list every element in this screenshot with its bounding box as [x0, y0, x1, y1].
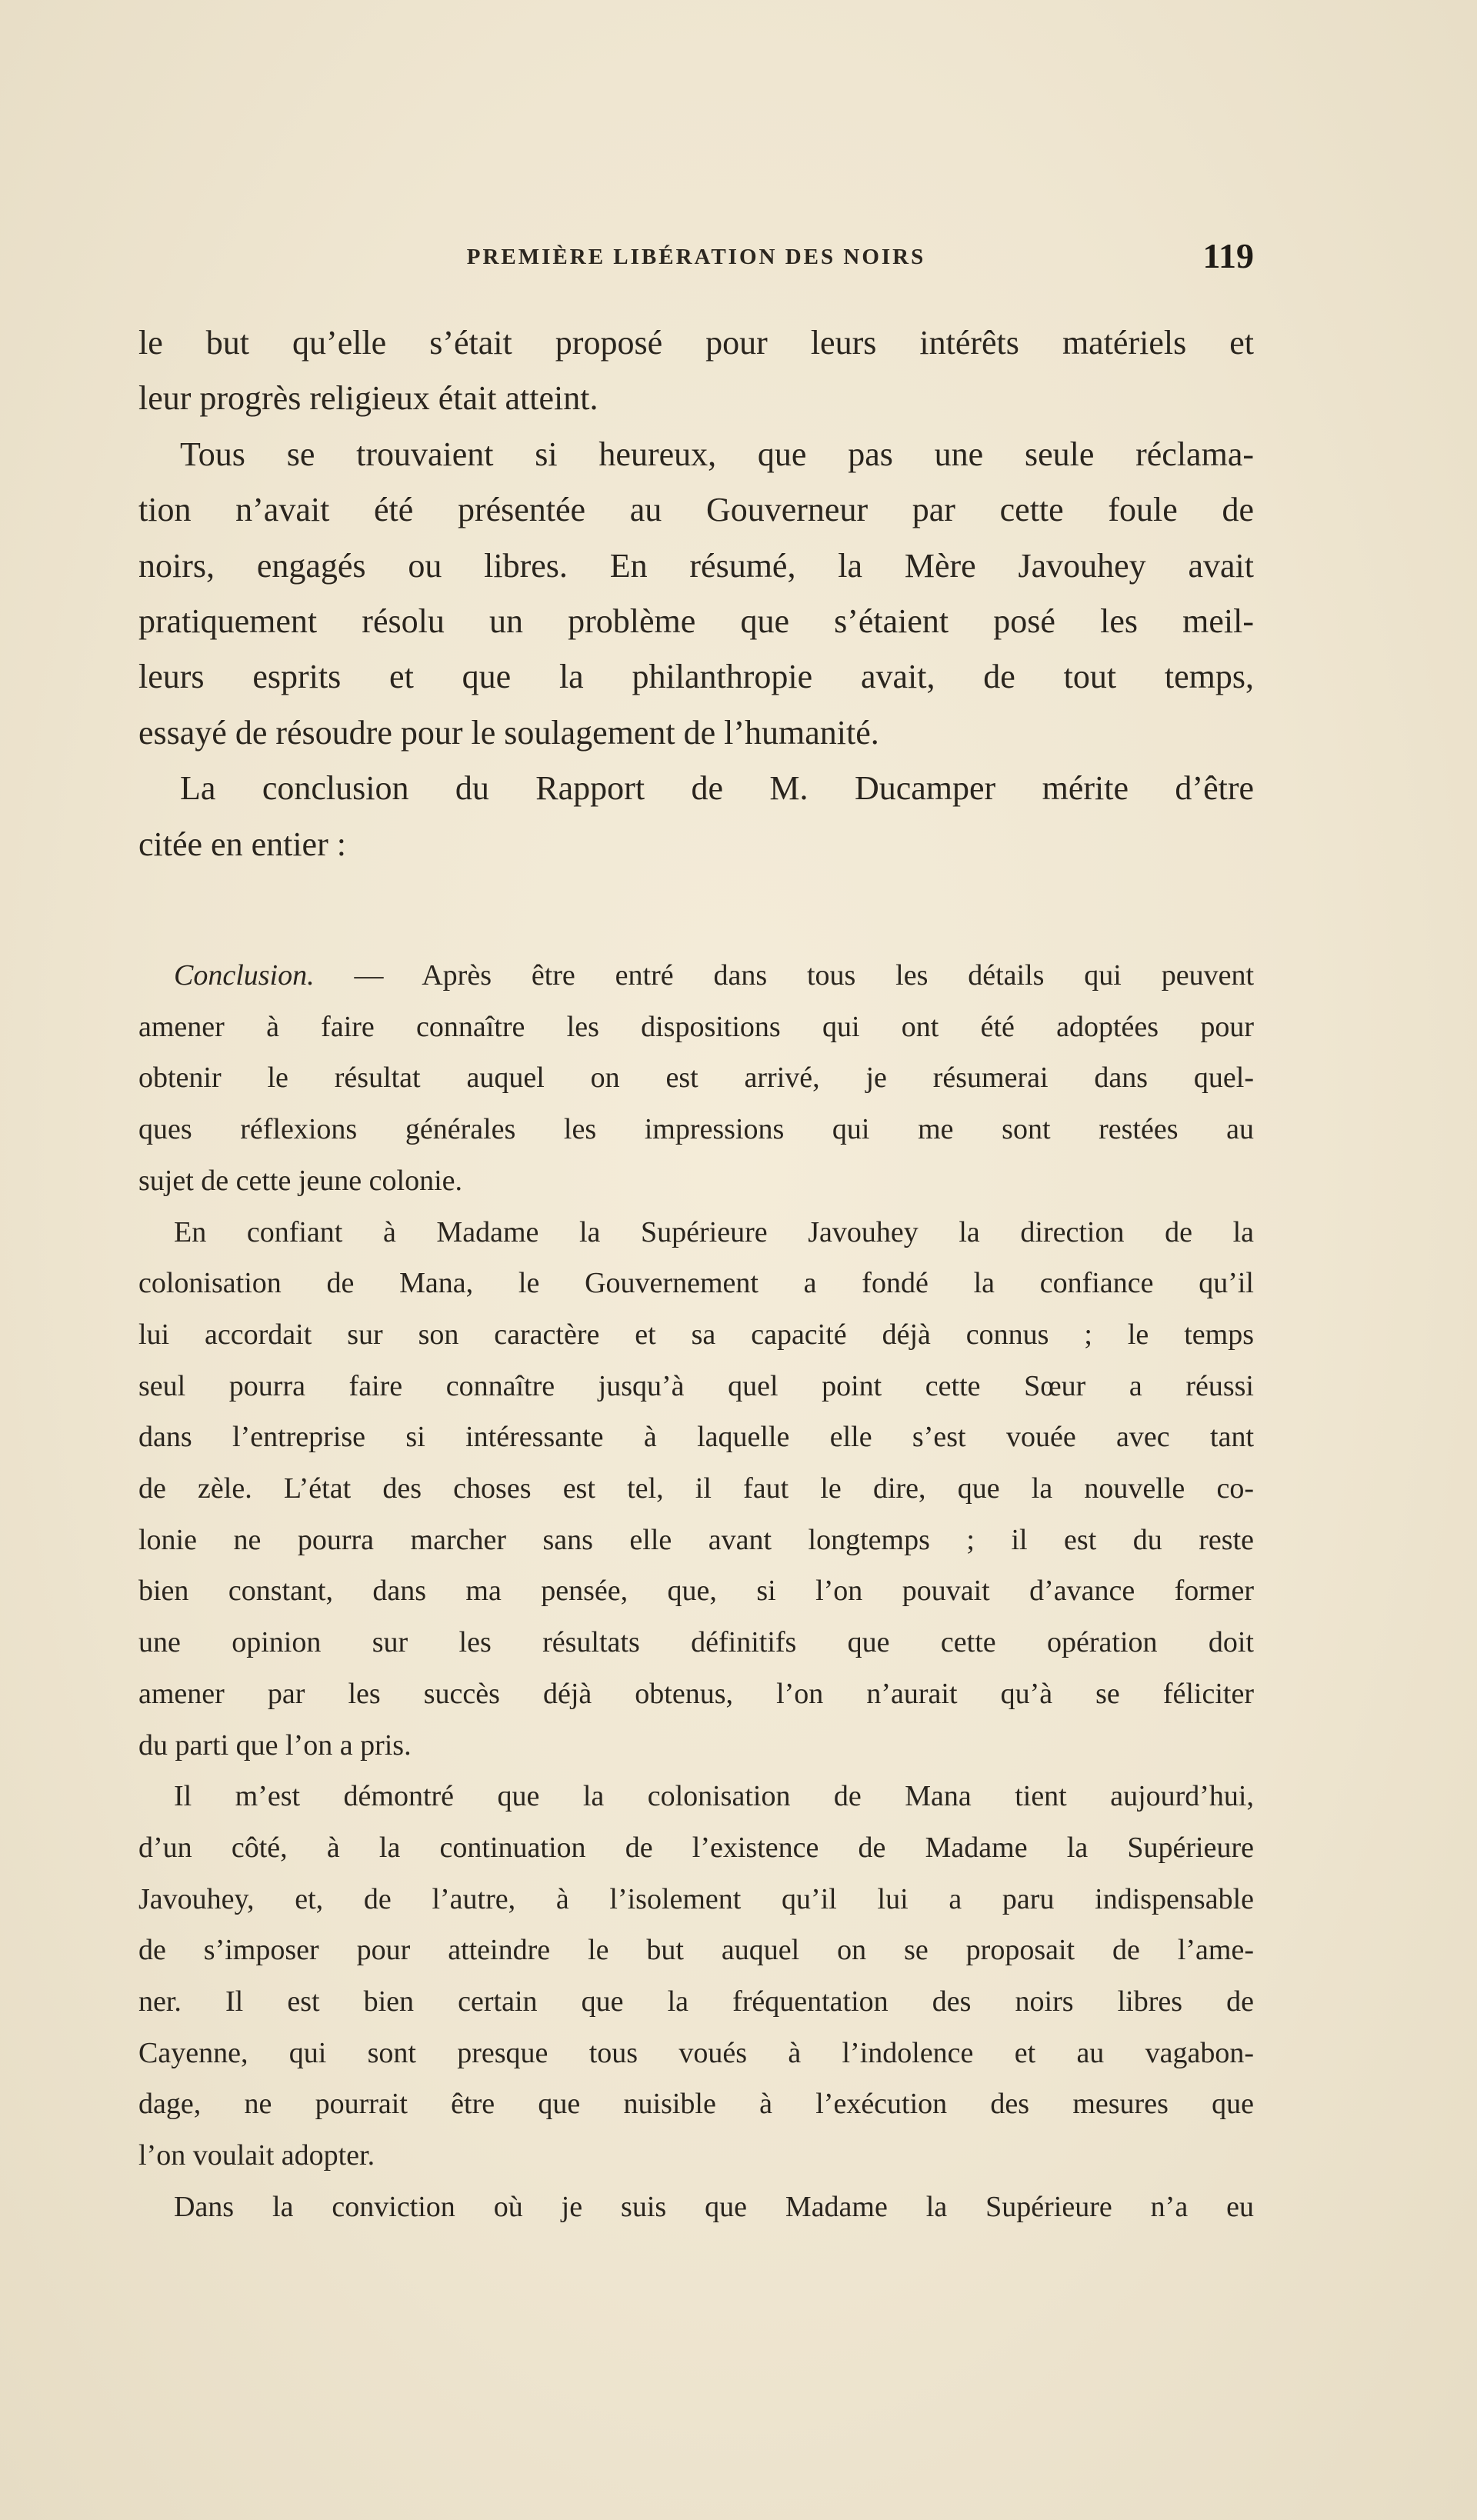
text-line: Tous se trouvaient si heureux, que pas une seule réclama-: [180, 435, 1254, 473]
text-line: d’un côté, à la continuation de l’existence de Madame la Supérieure: [138, 1831, 1254, 1864]
text-line: citée en entier :: [138, 825, 346, 863]
text-line: amener à faire connaître les dispositions qui ont été adoptées pour: [138, 1010, 1254, 1043]
text-line: noirs, engagés ou libres. En résumé, la Mère Javouhey avait: [138, 546, 1254, 585]
text-line: dage, ne pourrait être que nuisible à l’exécution des mesures que: [138, 2088, 1254, 2121]
text-line: ques réflexions générales les impressions qui me sont restées au: [138, 1113, 1254, 1146]
text-line: amener par les succès déjà obtenus, l’on n’aurait qu’à se féliciter: [138, 1677, 1254, 1710]
text-line: bien constant, dans ma pensée, que, si l’on pouvait d’avance former: [138, 1575, 1254, 1608]
text-line: Javouhey, et, de l’autre, à l’isolement qu’il lui a paru indispensable: [138, 1882, 1254, 1915]
running-title: PREMIÈRE LIBÉRATION DES NOIRS: [466, 245, 926, 269]
text-line: sujet de cette jeune colonie.: [138, 1164, 462, 1197]
text-line: lui accordait sur son caractère et sa capacité déjà connus ; le temps: [138, 1318, 1254, 1351]
text-line: du parti que l’on a pris.: [138, 1728, 412, 1762]
text-line: une opinion sur les résultats définitifs que cette opération doit: [138, 1626, 1254, 1659]
text-line: tion n’avait été présentée au Gouverneur par cette foule de: [138, 491, 1254, 529]
text-line: obtenir le résultat auquel on est arrivé, je résumerai dans quel-: [138, 1062, 1254, 1095]
text-line: le but qu’elle s’était proposé pour leurs intérêts matériels et: [138, 324, 1254, 362]
text-line: [138, 950, 1254, 1002]
page-header: [138, 236, 1254, 283]
text-line: de zèle. L’état des choses est tel, il faut le dire, que la nouvelle co-: [138, 1472, 1254, 1505]
text-line: leurs esprits et que la philanthropie avait, de tout temps,: [138, 658, 1254, 696]
text-line: lonie ne pourra marcher sans elle avant longtemps ; il est du reste: [138, 1523, 1254, 1556]
main-text: [138, 315, 1254, 872]
text-line: seul pourra faire connaître jusqu’à quel point cette Sœur a réussi: [138, 1369, 1254, 1402]
conclusion-line-rest: — Après être entré dans tous les détails qui peuvent: [314, 959, 1254, 992]
page-number: 119: [1202, 236, 1254, 275]
text-line: ner. Il est bien certain que la fréquentation des noirs libres de: [138, 1985, 1254, 2018]
conclusion-label: Conclusion.: [174, 959, 315, 992]
text-line: dans l’entreprise si intéressante à laquelle elle s’est vouée avec tant: [138, 1421, 1254, 1454]
quoted-report: [138, 950, 1254, 2233]
text-line: Dans la conviction où je suis que Madame la Supérieure n’a eu: [174, 2190, 1254, 2223]
text-line: leur progrès religieux était atteint.: [138, 379, 598, 418]
text-line: La conclusion du Rapport de M. Ducamper mérite d’être: [180, 769, 1254, 808]
text-line: essayé de résoudre pour le soulagement de l’humanité.: [138, 713, 879, 752]
text-line: Cayenne, qui sont presque tous voués à l’indolence et au vagabon-: [138, 2036, 1254, 2069]
text-line: Il m’est démontré que la colonisation de Mana tient aujourd’hui,: [174, 1780, 1254, 1813]
text-line: pratiquement résolu un problème que s’étaient posé les meil-: [138, 602, 1254, 641]
text-line: de s’imposer pour atteindre le but auquel on se proposait de l’ame-: [138, 1934, 1254, 1967]
text-line: l’on voulait adopter.: [138, 2139, 375, 2172]
text-line: colonisation de Mana, le Gouvernement a fondé la confiance qu’il: [138, 1267, 1254, 1300]
text-line: En confiant à Madame la Supérieure Javouhey la direction de la: [174, 1215, 1254, 1248]
